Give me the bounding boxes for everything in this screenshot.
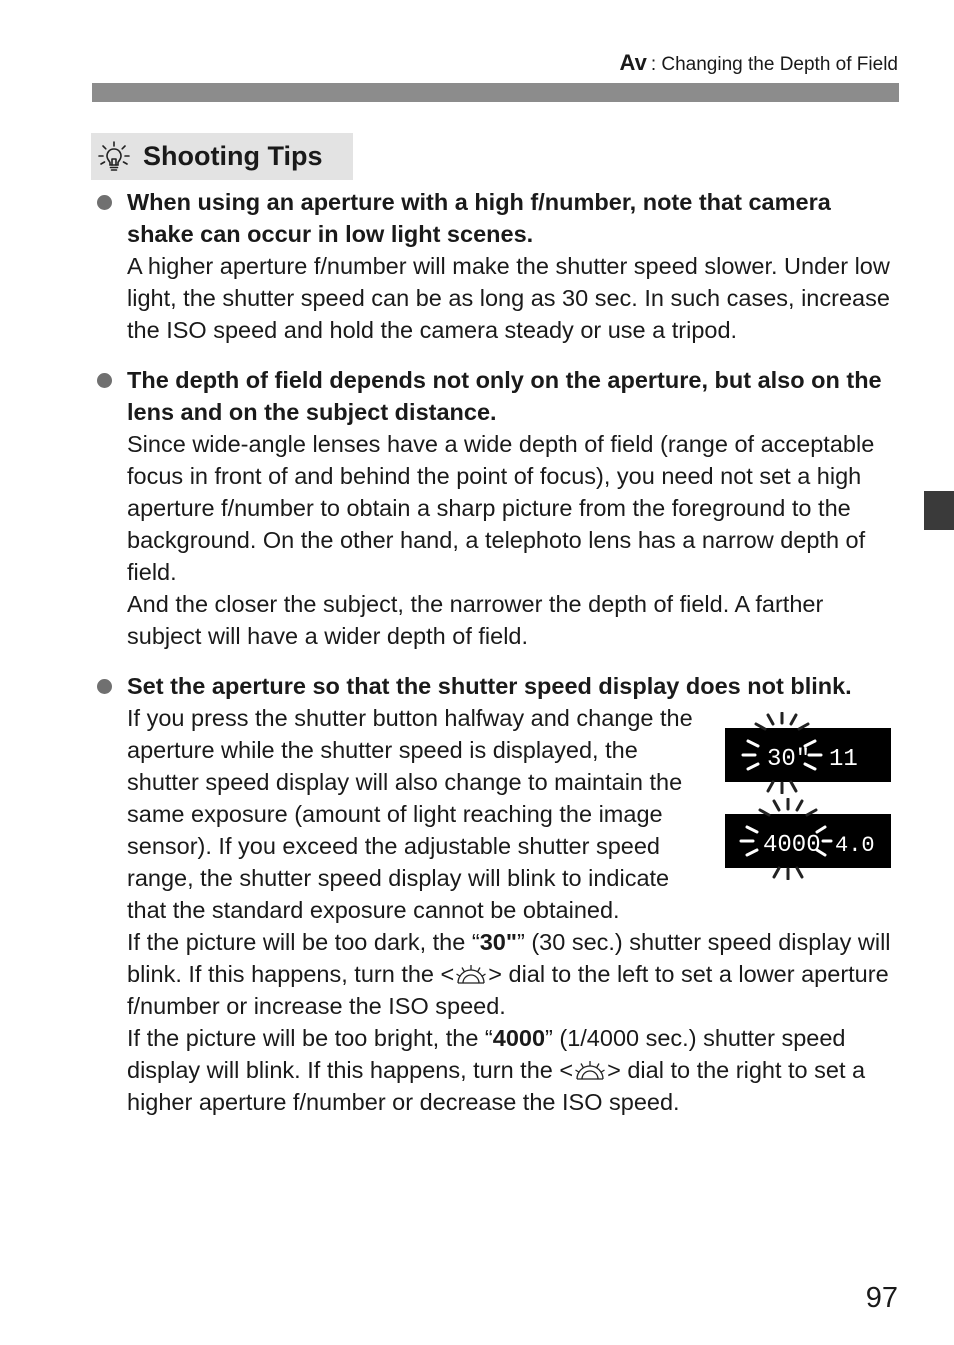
tip-item	[127, 364, 899, 652]
lcd-aperture-11: 11	[829, 746, 858, 773]
lcd-speed-30: 30"	[767, 746, 811, 773]
shooting-tips-title: Shooting Tips	[143, 141, 323, 171]
tip-body: A higher aperture f/number will make the shutter speed slower. Under low light, the shutter speed can be as long as 30 sec. In such cases, increase the ISO speed and hold the camera steady or use a tripod.	[127, 253, 890, 343]
tip-body: If you press the shutter button halfway and change the aperture while the shutter speed is displayed, the shutter speed display will also change to maintain the same exposure (amount of light reaching the image sensor). If you exceed the adjustable shutter speed range, the shutter speed display will blink to indicate that the standard exposure cannot be obtained.	[127, 705, 693, 923]
lcd-display-4000	[725, 798, 891, 880]
tip-lead: When using an aperture with a high f/number, note that camera shake can occur in low light scenes.	[127, 189, 831, 247]
text-segment: > dial to the right to set a higher aperture f/number or decrease the ISO speed.	[127, 1057, 866, 1115]
running-header	[620, 50, 898, 76]
tip-body-bright	[127, 1022, 899, 1118]
tip-body: And the closer the subject, the narrower the depth of field. A farther subject will have a wider depth of field.	[127, 591, 824, 649]
shooting-tips-heading	[91, 133, 353, 180]
header-rule	[92, 83, 899, 102]
header-title: : Changing the Depth of Field	[650, 54, 898, 75]
tips-content	[127, 186, 899, 1136]
main-dial-icon	[573, 1059, 607, 1081]
lcd-aperture-4: 4.0	[835, 833, 875, 858]
lcd-display-30sec	[725, 712, 891, 794]
tip-body: Since wide-angle lenses have a wide depth of field (range of acceptable focus in front of and behind the point of focus), you need not set a high aperture f/number to obtain a sharp picture from the foreground to the background. On the other hand, a telephoto lens has a narrow depth of field.	[127, 431, 875, 585]
tip-lead: The depth of field depends not only on the aperture, but also on the lens and on the subject distance.	[127, 367, 882, 425]
lcd-illustrations	[725, 712, 891, 884]
tip-item	[127, 670, 899, 1118]
text-segment: If the picture will be too dark, the “	[127, 929, 480, 955]
av-mode-label: Av	[619, 50, 647, 75]
bullet-dot	[97, 195, 112, 210]
main-dial-icon	[454, 963, 488, 985]
tip-lead: Set the aperture so that the shutter speed display does not blink.	[127, 673, 852, 699]
shutter-value-4000: 4000	[492, 1025, 546, 1051]
lcd-speed-4000: 4000	[763, 832, 821, 859]
tip-body-dark	[127, 926, 899, 1022]
lightbulb-icon	[97, 140, 131, 174]
chapter-tab	[924, 491, 954, 530]
bullet-dot	[97, 373, 112, 388]
page-number: 97	[865, 1282, 898, 1314]
text-segment: ” (1/4000 sec.) shutter speed display will blink. If this happens, turn the <	[127, 1025, 846, 1083]
text-segment: ” (30 sec.) shutter speed display will blink. If this happens, turn the <	[127, 929, 891, 987]
bullet-dot	[97, 679, 112, 694]
shutter-value-30: 30"	[479, 929, 517, 955]
text-segment: > dial to the left to set a lower aperture f/number or increase the ISO speed.	[127, 961, 889, 1019]
tip-item	[127, 186, 899, 346]
text-segment: If the picture will be too bright, the “	[127, 1025, 493, 1051]
